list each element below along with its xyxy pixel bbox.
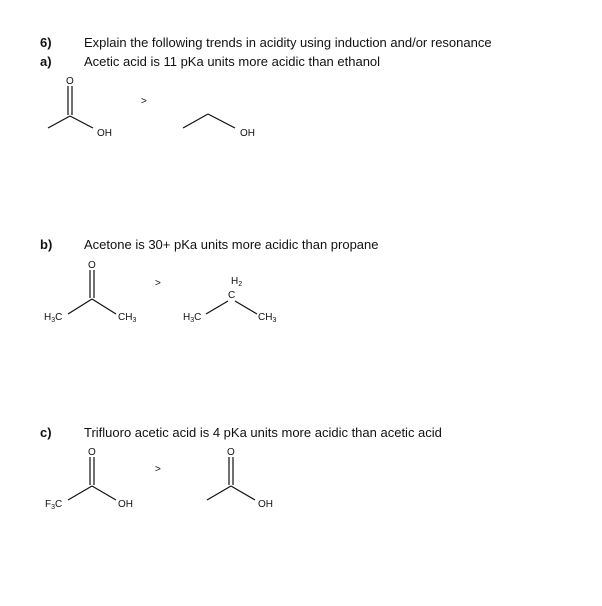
propane-h3c-label: $H_3C$	[183, 312, 202, 324]
propane-c-label: C	[228, 290, 236, 301]
tfa-oxygen: O	[88, 447, 96, 458]
acetic-acid-2-hydroxyl: OH	[258, 499, 273, 510]
acetic-acid-structure-2	[207, 447, 273, 510]
question-number: 6)	[40, 35, 52, 50]
part-c-statement: Trifluoro acetic acid is 4 pKa units more acidic than acetic acid	[84, 425, 442, 440]
ethanol-hydroxyl: OH	[240, 128, 255, 139]
ethanol-structure	[183, 114, 255, 139]
acetic-acid-hydroxyl: OH	[97, 128, 112, 139]
acetic-acid-oxygen: O	[66, 76, 74, 87]
part-a-statement: Acetic acid is 11 pKa units more acidic than ethanol	[84, 54, 381, 69]
acetone-h3c-label: $H_3C$	[44, 312, 63, 324]
propane-h2-label: $H_2$	[231, 276, 243, 288]
acetic-acid-2-oxygen: O	[227, 447, 235, 458]
propane-ch3-label: $CH_3$	[258, 312, 277, 324]
part-a-greater-than: >	[141, 96, 147, 107]
part-a-label: a)	[40, 54, 52, 69]
part-b-statement: Acetone is 30+ pKa units more acidic than propane	[84, 237, 379, 252]
question-prompt: Explain the following trends in acidity using induction and/or resonance	[84, 35, 492, 50]
trifluoroacetic-acid-structure	[45, 447, 133, 511]
propane-structure	[183, 276, 276, 324]
acetic-acid-structure	[48, 76, 112, 139]
part-c-greater-than: >	[155, 464, 161, 475]
tfa-hydroxyl: OH	[118, 499, 133, 510]
part-b-greater-than: >	[155, 278, 161, 289]
acetone-ch3-label: $CH_3$	[118, 312, 137, 324]
part-b-label: b)	[40, 237, 53, 252]
part-c-label: c)	[40, 425, 52, 440]
acetone-structure	[44, 260, 136, 324]
acetone-oxygen: O	[88, 260, 96, 271]
tfa-f3c-label: $F_3C$	[45, 499, 63, 511]
